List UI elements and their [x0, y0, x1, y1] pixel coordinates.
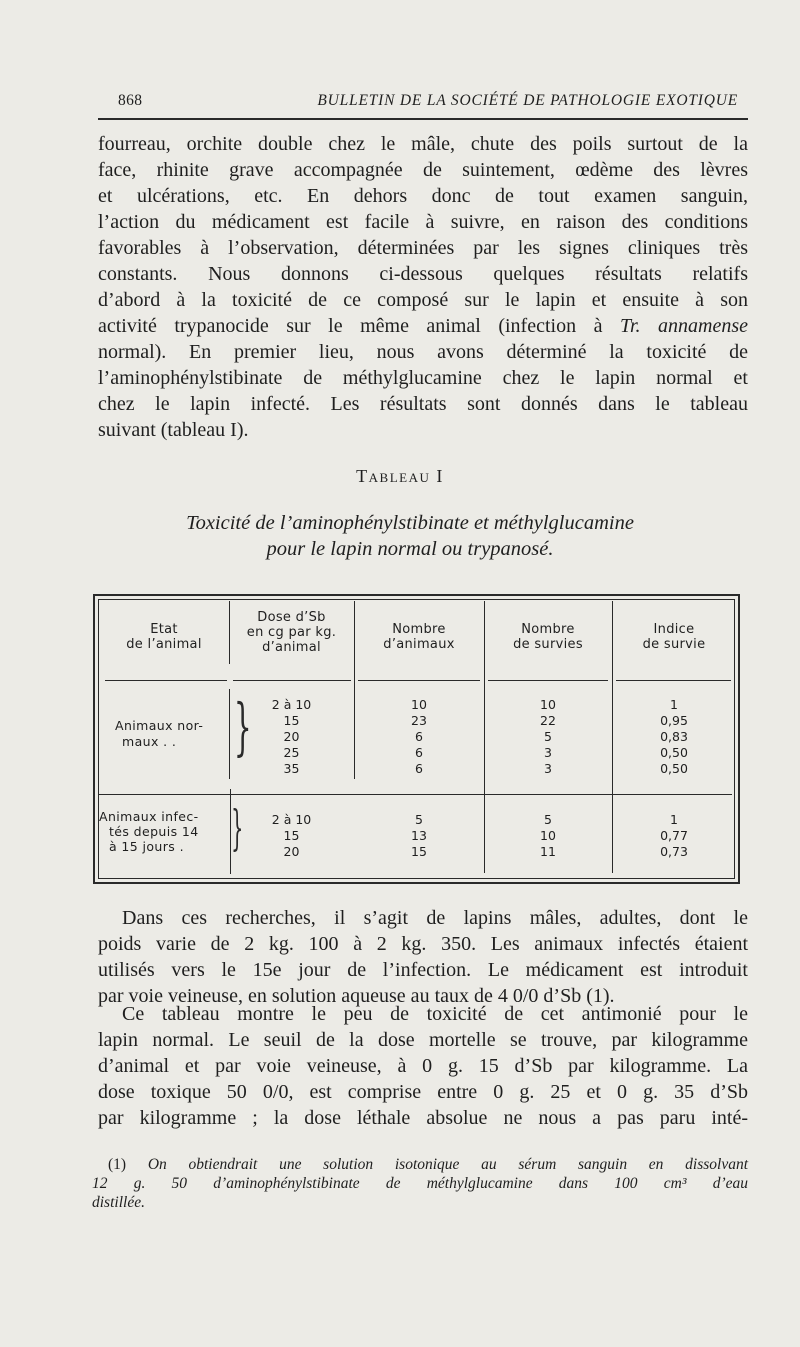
text-line: dose toxique 50 0/0, est comprise entre 0 g. 25 et 0 g. 35 d’Sb	[98, 1081, 748, 1103]
header-line: Nombre	[521, 622, 575, 637]
table-row: 10	[411, 697, 427, 712]
footnote-line	[108, 1155, 748, 1174]
text-line: chez le lapin infecté. Les résultats sont donnés dans le tableau	[98, 393, 748, 415]
paragraph-1	[98, 131, 748, 443]
header-line: d’animaux	[383, 637, 455, 652]
column-rule	[229, 689, 230, 779]
table-row: 0,73	[660, 844, 688, 859]
header-line: Dose d’Sb	[257, 610, 326, 625]
group-divider	[99, 794, 732, 795]
label-line: maux . .	[122, 734, 177, 749]
running-header	[118, 92, 738, 110]
text-line: favorables à l’observation, déterminées par les signes cliniques très	[98, 237, 748, 259]
table-row: 5	[544, 812, 552, 827]
text-line: d’abord à la toxicité de ce composé sur le lapin et ensuite à son	[98, 289, 748, 311]
column-rule	[484, 601, 485, 873]
label-line: Animaux infec-	[99, 809, 199, 824]
text-line: utilisés vers le 15e jour de l’infection. Le médicament est introduit	[98, 959, 748, 981]
caption-line: Toxicité de l’aminophénylstibinate et méthylglucamine	[186, 512, 634, 534]
column-rule	[229, 601, 230, 664]
footnote	[92, 1155, 749, 1212]
group-label-normal	[115, 718, 203, 750]
table-row: 3	[544, 761, 552, 776]
table-row: 15	[283, 713, 300, 728]
text-fragment: activité trypanocide sur le même animal (infection à	[98, 315, 620, 337]
brace-symbol: }	[231, 800, 244, 856]
table-row: 13	[411, 828, 427, 843]
header-etat	[99, 622, 229, 652]
column-rule	[230, 789, 231, 874]
header-underline	[105, 680, 227, 681]
header-rule	[98, 118, 748, 120]
caption-line: pour le lapin normal ou trypanosé.	[266, 538, 554, 560]
header-underline	[358, 680, 480, 681]
table-row: 5	[415, 812, 423, 827]
text-line	[98, 313, 748, 339]
text-line: poids varie de 2 kg. 100 à 2 kg. 350. Les animaux infectés étaient	[98, 933, 748, 955]
text-line: par kilogramme ; la dose léthale absolue ne nous a pas paru inté-	[98, 1107, 748, 1129]
table-caption	[0, 510, 800, 562]
header-underline	[233, 680, 351, 681]
header-line: de survie	[642, 637, 706, 652]
header-underline	[616, 680, 731, 681]
table-row: 23	[411, 713, 427, 728]
text-line: l’aminophénylstibinate de méthylglucamine chez le lapin normal et	[98, 367, 748, 389]
table-row: 20	[283, 729, 300, 744]
table-row: 0,77	[660, 828, 688, 843]
table-row: 25	[283, 745, 300, 760]
label-line: à 15 jours .	[109, 839, 184, 854]
header-line: Nombre	[392, 622, 446, 637]
header-nombre-animaux	[354, 622, 484, 652]
paragraph-2	[98, 905, 748, 1009]
header-line: en cg par kg.	[246, 625, 337, 640]
column-rule	[612, 601, 613, 873]
journal-title: BULLETIN DE LA SOCIÉTÉ DE PATHOLOGIE EXOTIQUE	[317, 92, 738, 109]
species-name: Tr. annamense	[619, 315, 748, 337]
table-row: 0,83	[660, 729, 688, 744]
table-row: 11	[540, 844, 556, 859]
table-row: 6	[415, 729, 423, 744]
text-line: et ulcérations, etc. En dehors donc de tout examen sanguin,	[98, 185, 748, 207]
header-line: Indice	[653, 622, 695, 637]
text-line: fourreau, orchite double chez le mâle, chute des poils surtout de la	[98, 133, 748, 155]
table-row: 0,50	[660, 761, 688, 776]
text-line: Dans ces recherches, il s’agit de lapins mâles, adultes, dont le	[122, 907, 748, 929]
table-row: 22	[540, 713, 556, 728]
data-table	[93, 594, 740, 884]
footnote-line: 12 g. 50 d’aminophénylstibinate de méthylglucamine dans 100 cm³ d’eau	[92, 1175, 748, 1192]
table-row: 1	[670, 812, 678, 827]
text-line: face, rhinite grave accompagnée de suintement, œdème des lèvres	[98, 159, 748, 181]
text-line: d’animal et par voie veineuse, à 0 g. 15 d’Sb par kilogramme. La	[98, 1055, 748, 1077]
header-line: Etat	[150, 622, 178, 637]
header-underline	[488, 680, 608, 681]
header-line: de survies	[513, 637, 583, 652]
table-label: Tableau I	[356, 466, 444, 486]
column-rule	[354, 601, 355, 779]
text-line: l’action du médicament est facile à suivre, en raison des conditions	[98, 211, 748, 233]
table-row: 1	[670, 697, 678, 712]
header-line: de l’animal	[126, 637, 202, 652]
table-row: 10	[540, 828, 556, 843]
header-dose	[229, 610, 354, 655]
table-row: 2 à 10	[271, 812, 312, 827]
text-line: Ce tableau montre le peu de toxicité de cet antimonié pour le	[122, 1003, 748, 1025]
table-row: 6	[415, 761, 423, 776]
footnote-text: On obtiendrait une solution isotonique au sérum sanguin en dissolvant	[147, 1156, 749, 1173]
label-line: Animaux nor-	[115, 718, 204, 733]
text-line: par voie veineuse, en solution aqueuse au taux de 4 0/0 d’Sb (1).	[98, 985, 615, 1007]
table-row: 15	[411, 844, 427, 859]
header-line: d’animal	[262, 640, 321, 655]
table-row: 15	[283, 828, 300, 843]
header-nombre-survies	[484, 622, 612, 652]
brace-symbol: }	[233, 690, 252, 763]
table-row: 6	[415, 745, 423, 760]
table-row: 0,95	[660, 713, 688, 728]
table-row: 5	[544, 729, 552, 744]
text-line: normal). En premier lieu, nous avons déterminé la toxicité de	[98, 341, 748, 363]
table-row: 35	[283, 761, 300, 776]
paragraph-3	[98, 1001, 748, 1131]
text-line: suivant (tableau I).	[98, 419, 249, 441]
page-number: 868	[118, 92, 143, 109]
group-label-infected	[99, 809, 199, 854]
table-row: 20	[283, 844, 300, 859]
footnote-number: (1)	[108, 1156, 127, 1173]
text-line: lapin normal. Le seuil de la dose mortelle se trouve, par kilogramme	[98, 1029, 748, 1051]
table-row: 0,50	[660, 745, 688, 760]
label-line: tés depuis 14	[109, 824, 199, 839]
table-row: 2 à 10	[271, 697, 312, 712]
footnote-line: distillée.	[92, 1194, 145, 1211]
table-row: 10	[540, 697, 556, 712]
text-line: constants. Nous donnons ci-dessous quelques résultats relatifs	[98, 263, 748, 285]
header-indice	[612, 622, 736, 652]
table-row: 3	[544, 745, 552, 760]
